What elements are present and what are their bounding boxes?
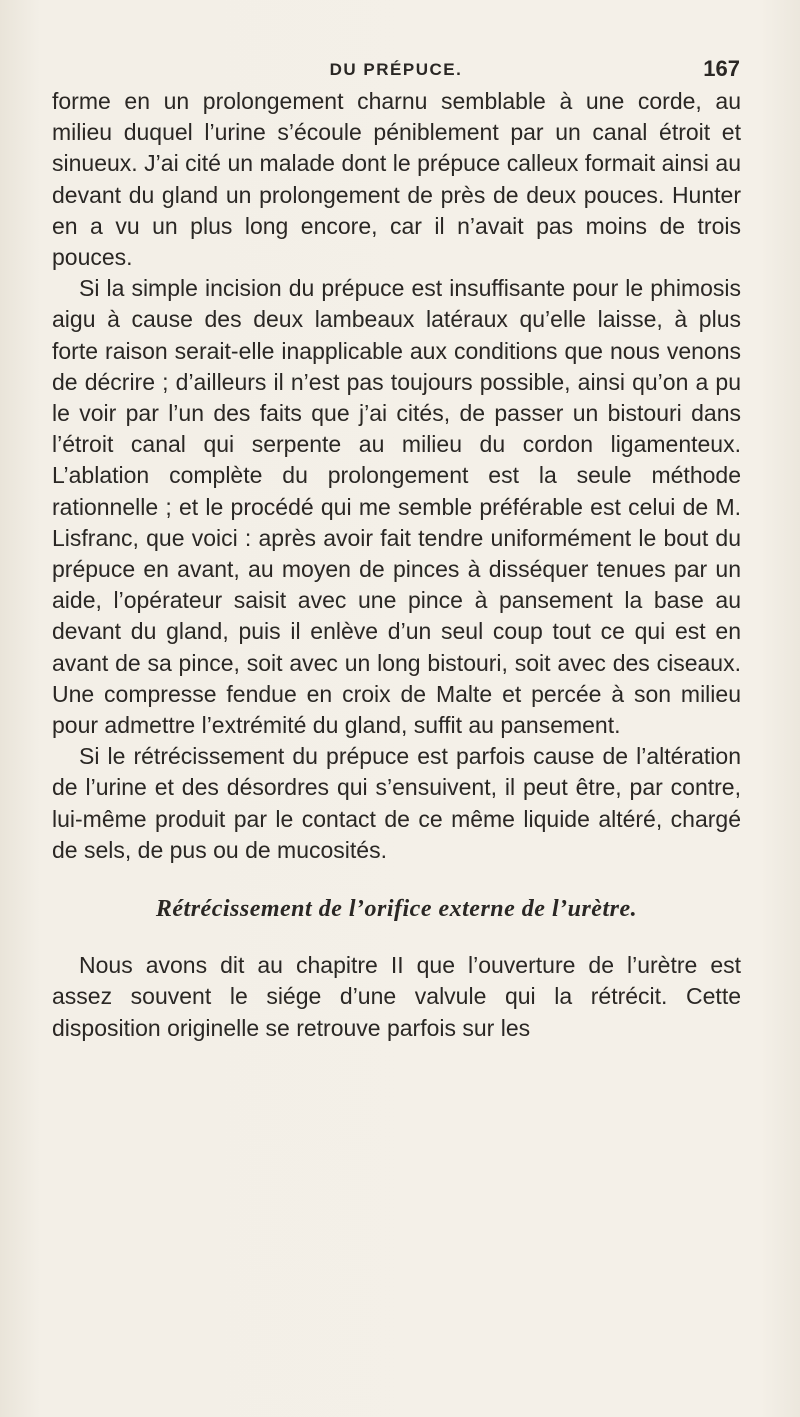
section-heading: Rétrécissement de l’orifice externe de l’urètre. [155, 896, 638, 923]
paragraph-uretre: Nous avons dit au chapitre II que l’ouverture de l’urètre est assez souvent le siége d’une valvule qui la rétrécit. Cette disposition originelle se retrouve parfois sur les [52, 952, 741, 1041]
body-text [52, 86, 741, 1044]
paragraph-incision: Si la simple incision du prépuce est insuffisante pour le phimosis aigu à cause des deux lambeaux latéraux qu’elle laisse, à plus forte raison serait-elle inapplicable aux conditions que nous venons de décrire ; d’ailleurs il n’est pas toujours possible, ainsi qu’on a pu le voir par l’un des faits que j’ai cités, de passer un bistouri dans l’étroit canal qui serpente au milieu du cordon ligamenteux. L’ablation complète du prolongement est la seule méthode rationnelle ; et le procédé qui me semble préférable est celui de M. Lisfranc, que voici : après avoir fait tendre uniformément le bout du prépuce en avant, au moyen de pinces à disséquer tenues par un aide, l’opérateur saisit avec une pince à pansement la base au devant du gland, puis il enlève d’un seul coup tout ce qui est en avant de sa pince, soit avec un long bistouri, soit avec des ciseaux. Une compresse fendue en croix de Malte et percée à son milieu pour admettre l’extrémité du gland, suffit au pansement. [52, 275, 741, 739]
paragraph-retrecissement: Si le rétrécissement du prépuce est parfois cause de l’altération de l’urine et des désordres qui s’ensuivent, il peut être, par contre, lui-même produit par le contact de ce même liquide altéré, chargé de sels, de pus ou de mucosités. [52, 743, 741, 863]
paragraph-continuation: forme en un prolongement charnu semblable à une corde, au milieu duquel l’urine s’écoule péniblement par un canal étroit et sinueux. J’ai cité un malade dont le prépuce calleux formait ainsi au devant du gland un prolongement de près de deux pouces. Hunter en a vu un plus long encore, car il n’avait pas moins de trois pouces. [52, 88, 741, 271]
running-title: DU PRÉPUCE. [329, 60, 463, 79]
page-number: 167 [703, 56, 740, 81]
